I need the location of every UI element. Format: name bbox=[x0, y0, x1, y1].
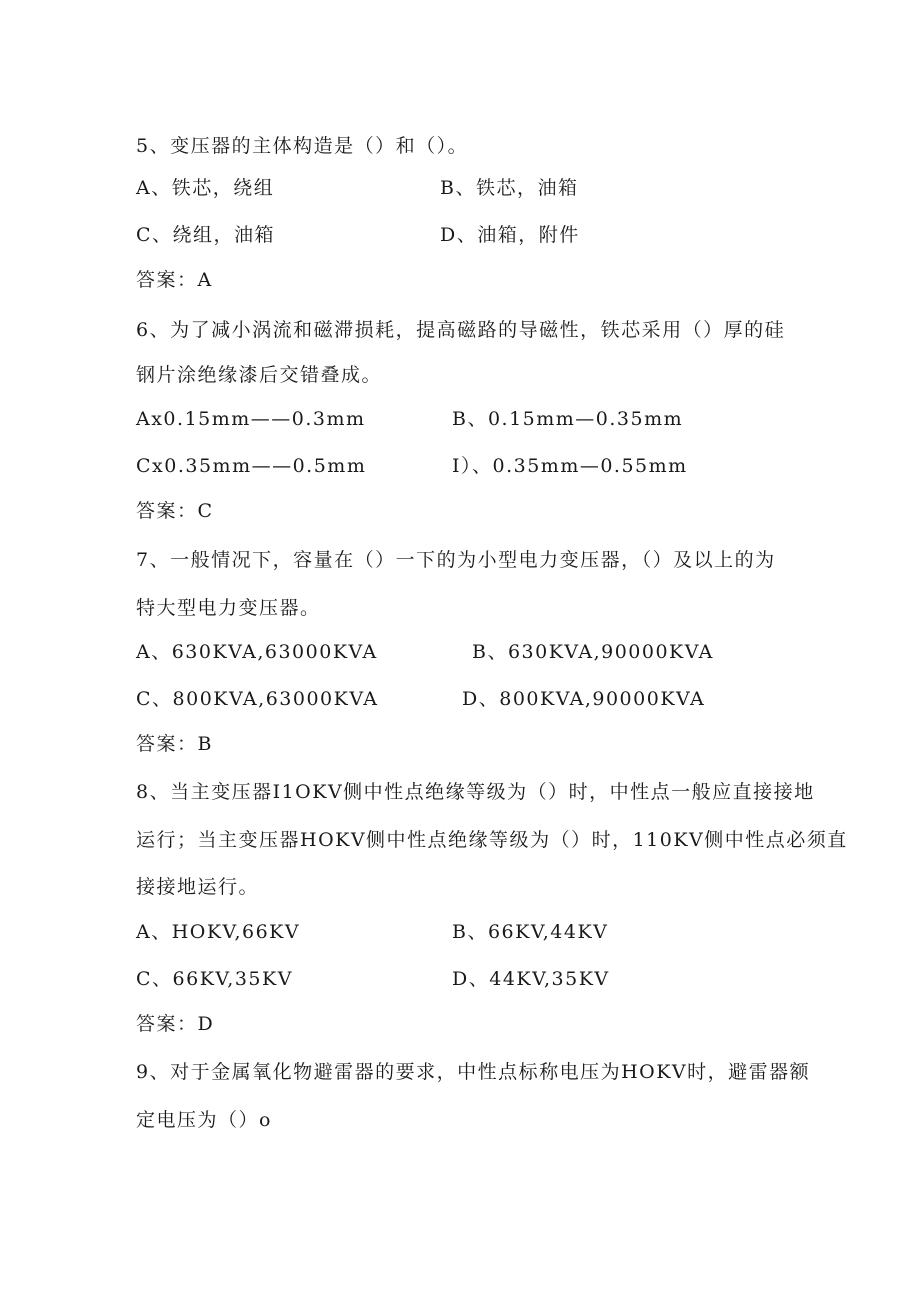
question-8-stem-line-2: 运行；当主变压器HOKV侧中性点绝缘等级为（）时，110KV侧中性点必须直 bbox=[136, 829, 848, 851]
question-7-stem-line-2: 特大型电力变压器。 bbox=[136, 597, 321, 619]
question-6-option-c: Cx0.35mm——0.5mm bbox=[136, 455, 367, 477]
question-8-option-d: D、44KV,35KV bbox=[452, 968, 610, 990]
question-7-answer: 答案：B bbox=[136, 733, 213, 755]
question-7-option-c: C、800KVA,63000KVA bbox=[136, 688, 379, 710]
question-5-answer: 答案：A bbox=[136, 269, 213, 291]
question-8-option-a: A、HOKV,66KV bbox=[136, 921, 301, 943]
question-8-stem-line-1: 8、当主变压器I1OKV侧中性点绝缘等级为（）时，中性点一般应直接接地 bbox=[136, 781, 815, 803]
question-7-option-b: B、630KVA,90000KVA bbox=[472, 641, 714, 663]
question-5-option-b: B、铁芯，油箱 bbox=[440, 177, 579, 199]
question-5-option-d: D、油箱，附件 bbox=[440, 224, 580, 246]
question-5-option-a: A、铁芯，绕组 bbox=[136, 177, 275, 199]
question-7-option-d: D、800KVA,90000KVA bbox=[462, 688, 706, 710]
question-6-option-a: Ax0.15mm——0.3mm bbox=[136, 408, 366, 430]
question-6-answer: 答案：C bbox=[136, 500, 214, 522]
question-6-stem-line-2: 钢片涂绝缘漆后交错叠成。 bbox=[136, 364, 383, 386]
question-8-option-b: B、66KV,44KV bbox=[452, 921, 609, 943]
question-8-answer: 答案：D bbox=[136, 1013, 215, 1035]
question-5-option-c: C、绕组，油箱 bbox=[136, 224, 276, 246]
question-7-option-a: A、630KVA,63000KVA bbox=[136, 641, 378, 663]
question-5-stem: 5、变压器的主体构造是（）和（）。 bbox=[136, 135, 469, 157]
question-6-option-d: I）、0.35mm—0.55mm bbox=[452, 455, 688, 477]
question-9-stem-line-2: 定电压为（）o bbox=[136, 1109, 272, 1131]
question-8-stem-line-3: 接接地运行。 bbox=[136, 876, 260, 898]
question-9-stem-line-1: 9、对于金属氧化物避雷器的要求，中性点标称电压为HOKV时，避雷器额 bbox=[136, 1061, 811, 1083]
question-6-stem-line-1: 6、为了减小涡流和磁滞损耗，提高磁路的导磁性，铁芯采用（）厚的硅 bbox=[136, 319, 786, 341]
question-7-stem-line-1: 7、一般情况下，容量在（）一下的为小型电力变压器，（）及以上的为 bbox=[136, 549, 776, 571]
question-8-option-c: C、66KV,35KV bbox=[136, 968, 293, 990]
question-6-option-b: B、0.15mm—0.35mm bbox=[452, 408, 684, 430]
